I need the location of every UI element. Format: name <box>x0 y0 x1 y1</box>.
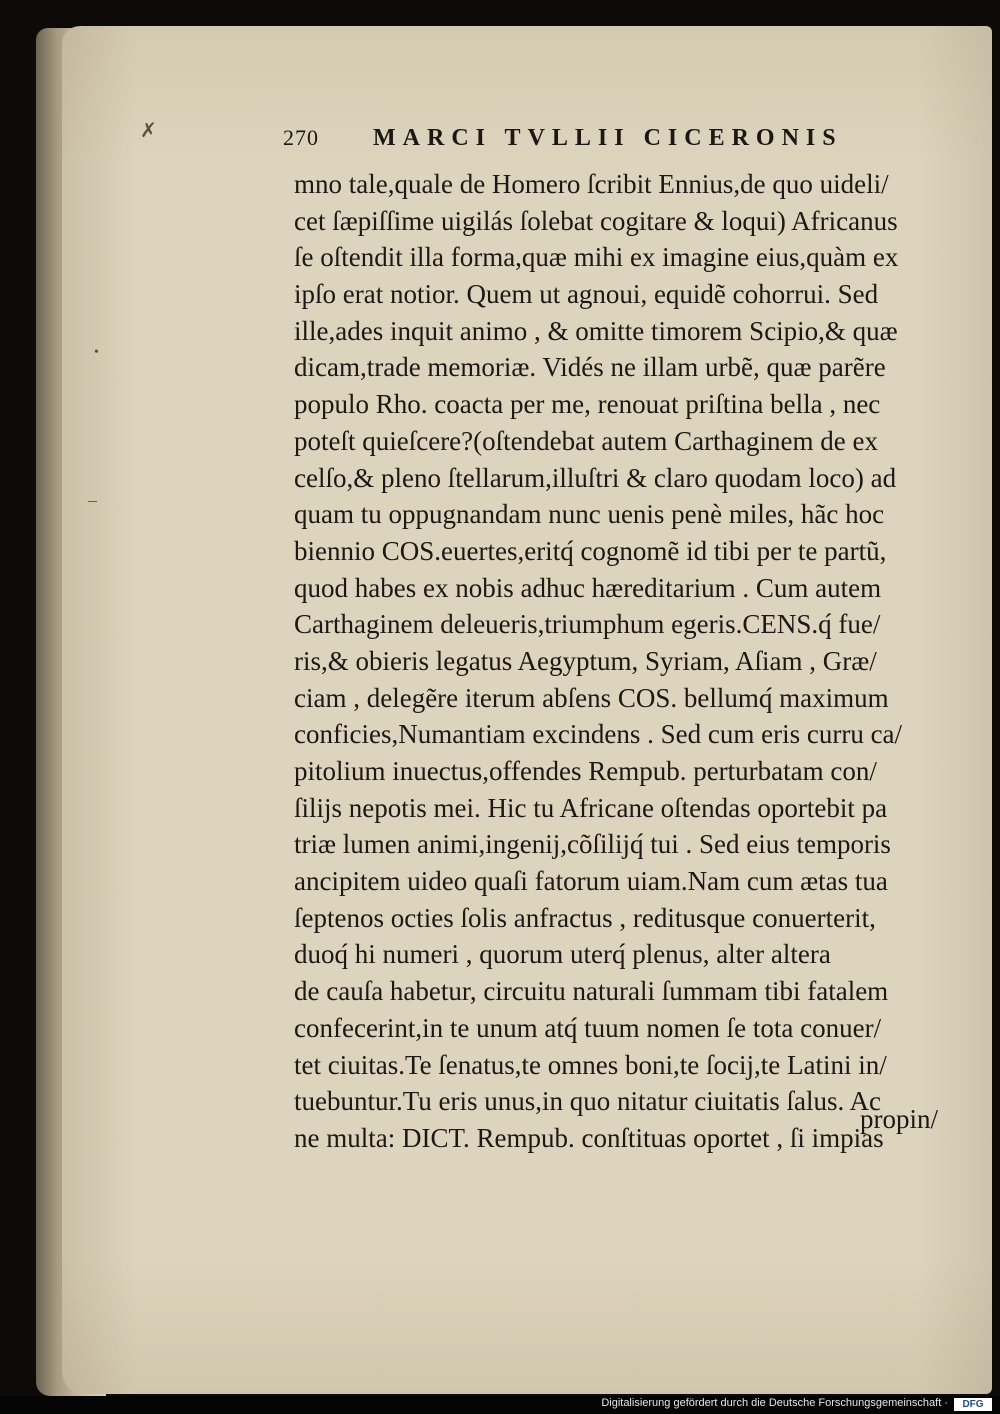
running-title: MARCI TVLLII CICERONIS <box>373 125 843 151</box>
running-header <box>283 125 863 165</box>
text-line: ancipitem uideo quaſi fatorum uiam.Nam cum ætas tua <box>294 866 888 897</box>
page-number: 270 <box>283 125 319 150</box>
catchword: propin/ <box>860 1104 938 1134</box>
text-line: ſeptenos octies ſolis anfractus , reditusque conuerterit, <box>294 902 876 933</box>
text-line: ciam , delegẽre iterum abſens COS. bellumq́ maximum <box>294 682 889 713</box>
text-line: ris,& obieris legatus Aegyptum, Syriam, Aſiam , Græ/ <box>294 645 877 676</box>
text-line: tuebuntur.Tu eris unus,in quo nitatur ciuitatis ſalus. Ac <box>294 1086 881 1117</box>
text-line: quam tu oppugnandam nunc uenis penè miles, hãc hoc <box>294 499 885 530</box>
text-line: dicam,trade memoriæ. Vidés ne illam urbẽ, quæ parẽre <box>294 352 886 383</box>
text-line: ſe oſtendit illa forma,quæ mihi ex imagine eius,quàm ex <box>294 242 899 273</box>
text-line: Carthaginem deleueris,triumphum egeris.CENS.q́ fue/ <box>294 609 881 640</box>
text-line: de cauſa habetur, circuitu naturali ſummam tibi fatalem <box>294 976 889 1007</box>
text-line: conficies,Numantiam excindens . Sed cum eris curru ca/ <box>294 719 903 750</box>
text-line: duoq́ hi numeri , quorum uterq́ plenus, alter altera <box>294 939 831 970</box>
margin-mark-top: ✗ <box>140 120 157 142</box>
text-line: mno tale,quale de Homero ſcribit Ennius,de quo uideli/ <box>294 169 889 199</box>
text-line: cet ſæpiſſime uigilás ſolebat cogitare & loqui) Africanus <box>294 205 898 236</box>
text-line: triæ lumen animi,ingenij,cõſilijq́ tui . Sed eius temporis <box>294 829 891 860</box>
digitization-credit: Digitalisierung gefördert durch die Deutsche Forschungsgemeinschaft · <box>601 1397 948 1409</box>
text-line: tet ciuitas.Te ſenatus,te omnes boni,te ſocij,te Latini in/ <box>294 1049 887 1080</box>
text-line: ille,ades inquit animo , & omitte timorem Scipio,& quæ <box>294 315 898 346</box>
text-line: ne multa: DICT. Rempub. conſtituas oportet , ſi impias <box>294 1122 884 1153</box>
text-line: confecerint,in te unum atq́ tuum nomen ſe tota conuer/ <box>294 1012 882 1043</box>
text-line: pitolium inuectus,offendes Rempub. perturbatam con/ <box>294 756 877 786</box>
text-line: ſilijs nepotis mei. Hic tu Africane oſtendas oportebit pa <box>294 792 888 823</box>
text-line: biennio COS.euertes,eritq́ cognomẽ id tibi per te partũ, <box>294 535 887 566</box>
margin-mark-dot: • <box>94 345 99 360</box>
text-line: quod habes ex nobis adhuc hæreditarium . Cum autem <box>294 572 882 603</box>
text-line: ipſo erat notior. Quem ut agnoui, equidẽ cohorrui. Sed <box>294 279 879 310</box>
margin-mark-dash: ‒ <box>88 490 97 510</box>
text-line: poteſt quieſcere?(oſtendebat autem Carthaginem de ex <box>294 425 878 456</box>
body-text <box>294 166 954 1157</box>
text-line: celſo,& pleno ſtellarum,illuſtri & claro quodam loco) ad <box>294 462 897 493</box>
dfg-logo: DFG <box>954 1398 992 1411</box>
text-line: populo Rho. coacta per me, renouat priſtina bella , nec <box>294 389 881 420</box>
